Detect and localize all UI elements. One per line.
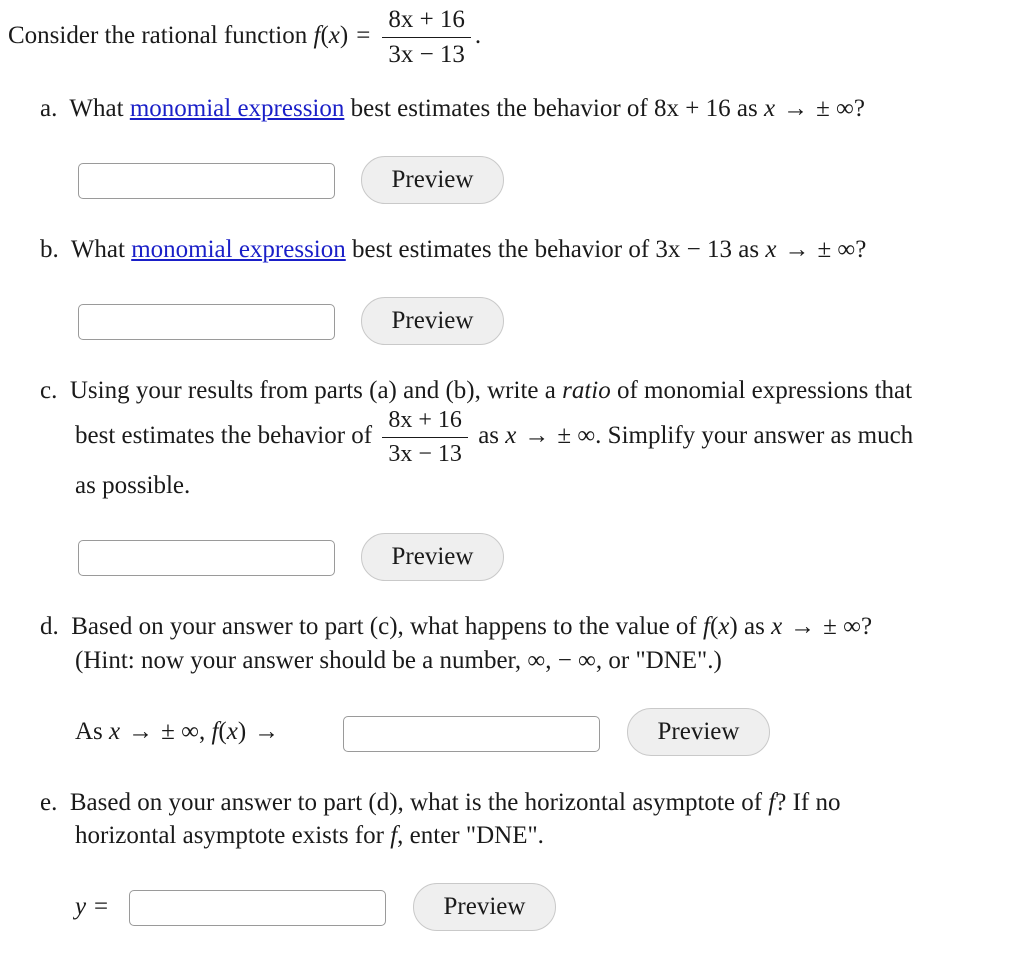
question-e-text-2: ? If no <box>775 789 841 816</box>
question-c-text-5: ± ∞. Simplify your answer as much <box>557 422 914 450</box>
intro-text: Consider the rational function <box>8 22 308 50</box>
question-b-text-1: What <box>70 236 125 263</box>
preview-button-d[interactable]: Preview <box>627 708 770 756</box>
answer-b-input[interactable] <box>78 304 335 340</box>
question-e-line-2: horizontal asymptote exists for f, enter "DNE". <box>75 822 544 849</box>
question-c-line-1 <box>40 377 912 405</box>
question-a-text-1: What <box>69 95 124 122</box>
question-e-text-1: Based on your answer to part (d), what is the horizontal asymptote of <box>69 789 763 816</box>
ratio-emphasis: ratio <box>562 377 611 404</box>
question-e-line-1: e. Based on your answer to part (d), what is the horizontal asymptote of f? If no <box>40 789 841 816</box>
question-c-text-2: of monomial expressions that <box>616 377 913 404</box>
answer-d-prefix-as: As <box>75 718 103 745</box>
monomial-expression-link-a[interactable]: monomial expression <box>129 95 345 122</box>
question-c-text-1: Using your results from parts (a) and (b), write a <box>69 377 556 404</box>
function-variable: x <box>328 22 340 50</box>
answer-e-prefix <box>75 893 109 921</box>
question-c-text-3: best estimates the behavior of <box>75 422 373 450</box>
question-b-text-3: as <box>738 236 760 263</box>
question-a-limit: ± ∞? <box>816 95 865 122</box>
preview-button-c[interactable]: Preview <box>361 533 504 581</box>
answer-e-input[interactable] <box>129 890 386 926</box>
question-c-numerator: 8x + 16 <box>382 407 468 438</box>
answer-e-prefix-text: y = <box>75 893 110 920</box>
question-b-text-2: best estimates the behavior of <box>352 236 650 263</box>
intro-numerator: 8x + 16 <box>382 6 471 38</box>
question-d-text-3: ± ∞? <box>823 613 873 640</box>
preview-button-b[interactable]: Preview <box>361 297 504 345</box>
question-c-text-4: as <box>478 422 500 450</box>
question-e-text-3: horizontal asymptote exists for <box>75 822 384 849</box>
question-a-text-2: best estimates the behavior of <box>350 95 648 122</box>
answer-d-prefix-limit: ± ∞, <box>161 718 206 745</box>
question-c-fraction <box>382 407 468 468</box>
question-a: a. What monomial expression best estimates the behavior of 8x + 16 as x → ± ∞? <box>40 95 865 122</box>
question-d-label: d. <box>40 613 59 640</box>
preview-button-e[interactable]: Preview <box>413 883 556 931</box>
question-b: b. What monomial expression best estimates the behavior of 3x − 13 as x → ± ∞? <box>40 236 867 263</box>
question-d-text-1: Based on your answer to part (c), what happens to the value of <box>71 613 697 640</box>
question-e-text-4: , enter "DNE". <box>397 822 544 849</box>
question-b-label: b. <box>40 236 59 263</box>
question-c-denominator: 3x − 13 <box>388 441 462 467</box>
answer-c-input[interactable] <box>78 540 335 576</box>
question-d-text-2: as <box>743 613 765 640</box>
answer-a-input[interactable] <box>78 163 335 199</box>
preview-button-a[interactable]: Preview <box>361 156 504 204</box>
question-c-line-2: best estimates the behavior of $\frac{8x + 16}{3x - 13}$ as x → ± ∞. Simplify your answer as much <box>75 407 914 467</box>
question-b-expression: 3x − 13 <box>655 236 733 263</box>
monomial-expression-link-b[interactable]: monomial expression <box>131 236 346 263</box>
intro-fraction <box>382 6 471 69</box>
question-d-line-1: d. Based on your answer to part (c), what happens to the value of f(x) as x → ± ∞? <box>40 613 873 640</box>
question-c-label: c. <box>40 377 58 404</box>
question-a-text-3: as <box>736 95 758 122</box>
question-a-label: a. <box>40 95 58 122</box>
question-c-line-3: as possible. <box>75 472 191 499</box>
intro-denominator: 3x − 13 <box>388 41 465 68</box>
question-b-limit: ± ∞? <box>817 236 867 263</box>
answer-d-prefix: As x → ± ∞, f(x) → <box>75 718 280 745</box>
question-e-label: e. <box>40 789 58 816</box>
question-a-expression: 8x + 16 <box>654 95 731 122</box>
question-d-hint: (Hint: now your answer should be a number, ∞, − ∞, or "DNE".) <box>75 647 722 674</box>
answer-d-input[interactable] <box>343 716 600 752</box>
function-name: f <box>313 22 321 50</box>
intro-statement: Consider the rational function f(x) = $\frac{8x + 16}{3x - 13}$ . <box>8 6 482 68</box>
